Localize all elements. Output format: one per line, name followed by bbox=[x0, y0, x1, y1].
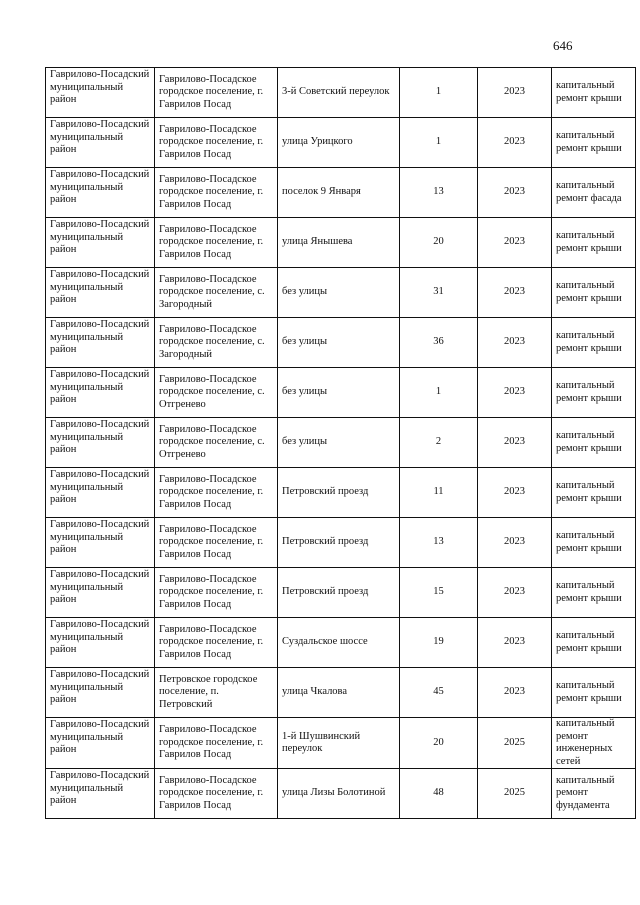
settlement-cell: Гаврилово-Посадское городское поселение, г. Гаврилов Посад bbox=[155, 618, 278, 668]
settlement-cell: Гаврилово-Посадское городское поселение, г. Гаврилов Посад bbox=[155, 518, 278, 568]
settlement-cell: Гаврилово-Посадское городское поселение, с. Загородный bbox=[155, 318, 278, 368]
work-type-cell: капитальный ремонт крыши bbox=[552, 118, 636, 168]
house-number-cell: 11 bbox=[400, 468, 478, 518]
settlement-cell: Гаврилово-Посадское городское поселение, с. Загородный bbox=[155, 268, 278, 318]
work-type-cell: капитальный ремонт инженерных сетей bbox=[552, 718, 636, 769]
district-cell: Гаврилово-Посадский муниципальный район bbox=[46, 718, 155, 769]
district-cell: Гаврилово-Посадский муниципальный район bbox=[46, 418, 155, 468]
year-cell: 2023 bbox=[478, 268, 552, 318]
street-cell: 1-й Шушвинский переулок bbox=[278, 718, 400, 769]
table-row bbox=[46, 118, 636, 168]
year-cell: 2023 bbox=[478, 568, 552, 618]
year-cell: 2025 bbox=[478, 718, 552, 769]
district-cell: Гаврилово-Посадский муниципальный район bbox=[46, 68, 155, 118]
table-row bbox=[46, 218, 636, 268]
settlement-cell: Гаврилово-Посадское городское поселение, г. Гаврилов Посад bbox=[155, 68, 278, 118]
house-number-cell: 13 bbox=[400, 168, 478, 218]
table-row bbox=[46, 518, 636, 568]
district-cell: Гаврилово-Посадский муниципальный район bbox=[46, 318, 155, 368]
settlement-cell: Гаврилово-Посадское городское поселение, г. Гаврилов Посад bbox=[155, 718, 278, 769]
settlement-cell: Гаврилово-Посадское городское поселение, г. Гаврилов Посад bbox=[155, 218, 278, 268]
table-row bbox=[46, 468, 636, 518]
settlement-cell: Гаврилово-Посадское городское поселение, г. Гаврилов Посад bbox=[155, 468, 278, 518]
work-type-cell: капитальный ремонт крыши bbox=[552, 468, 636, 518]
district-cell: Гаврилово-Посадский муниципальный район bbox=[46, 518, 155, 568]
street-cell: без улицы bbox=[278, 268, 400, 318]
street-cell: 3-й Советский переулок bbox=[278, 68, 400, 118]
year-cell: 2023 bbox=[478, 468, 552, 518]
district-cell: Гаврилово-Посадский муниципальный район bbox=[46, 268, 155, 318]
district-cell: Гаврилово-Посадский муниципальный район bbox=[46, 118, 155, 168]
house-number-cell: 19 bbox=[400, 618, 478, 668]
district-cell: Гаврилово-Посадский муниципальный район bbox=[46, 368, 155, 418]
district-cell: Гаврилово-Посадский муниципальный район bbox=[46, 568, 155, 618]
house-number-cell: 13 bbox=[400, 518, 478, 568]
district-cell: Гаврилово-Посадский муниципальный район bbox=[46, 468, 155, 518]
work-type-cell: капитальный ремонт крыши bbox=[552, 518, 636, 568]
year-cell: 2023 bbox=[478, 668, 552, 718]
year-cell: 2023 bbox=[478, 368, 552, 418]
settlement-cell: Гаврилово-Посадское городское поселение, с. Отгренево bbox=[155, 368, 278, 418]
district-cell: Гаврилово-Посадский муниципальный район bbox=[46, 168, 155, 218]
house-number-cell: 20 bbox=[400, 718, 478, 769]
work-type-cell: капитальный ремонт крыши bbox=[552, 418, 636, 468]
street-cell: без улицы bbox=[278, 418, 400, 468]
table-row bbox=[46, 68, 636, 118]
table-row bbox=[46, 368, 636, 418]
settlement-cell: Гаврилово-Посадское городское поселение, с. Отгренево bbox=[155, 418, 278, 468]
street-cell: поселок 9 Января bbox=[278, 168, 400, 218]
work-type-cell: капитальный ремонт крыши bbox=[552, 668, 636, 718]
street-cell: Суздальское шоссе bbox=[278, 618, 400, 668]
year-cell: 2023 bbox=[478, 318, 552, 368]
year-cell: 2023 bbox=[478, 618, 552, 668]
year-cell: 2023 bbox=[478, 118, 552, 168]
street-cell: Петровский проезд bbox=[278, 468, 400, 518]
street-cell: без улицы bbox=[278, 368, 400, 418]
street-cell: без улицы bbox=[278, 318, 400, 368]
year-cell: 2023 bbox=[478, 518, 552, 568]
street-cell: Петровский проезд bbox=[278, 568, 400, 618]
table-row bbox=[46, 268, 636, 318]
table-row bbox=[46, 168, 636, 218]
work-type-cell: капитальный ремонт крыши bbox=[552, 218, 636, 268]
house-number-cell: 1 bbox=[400, 368, 478, 418]
street-cell: Петровский проезд bbox=[278, 518, 400, 568]
work-type-cell: капитальный ремонт крыши bbox=[552, 68, 636, 118]
house-number-cell: 45 bbox=[400, 668, 478, 718]
work-type-cell: капитальный ремонт крыши bbox=[552, 368, 636, 418]
work-type-cell: капитальный ремонт крыши bbox=[552, 568, 636, 618]
table-body bbox=[46, 68, 636, 819]
table-row bbox=[46, 568, 636, 618]
work-type-cell: капитальный ремонт крыши bbox=[552, 318, 636, 368]
year-cell: 2023 bbox=[478, 218, 552, 268]
house-number-cell: 2 bbox=[400, 418, 478, 468]
table-row bbox=[46, 769, 636, 819]
street-cell: улица Чкалова bbox=[278, 668, 400, 718]
work-type-cell: капитальный ремонт крыши bbox=[552, 268, 636, 318]
table-row bbox=[46, 618, 636, 668]
district-cell: Гаврилово-Посадский муниципальный район bbox=[46, 618, 155, 668]
page-number: 646 bbox=[553, 38, 573, 53]
house-number-cell: 48 bbox=[400, 769, 478, 819]
year-cell: 2023 bbox=[478, 68, 552, 118]
year-cell: 2023 bbox=[478, 168, 552, 218]
settlement-cell: Гаврилово-Посадское городское поселение, г. Гаврилов Посад bbox=[155, 769, 278, 819]
house-number-cell: 1 bbox=[400, 68, 478, 118]
house-number-cell: 20 bbox=[400, 218, 478, 268]
settlement-cell: Гаврилово-Посадское городское поселение, г. Гаврилов Посад bbox=[155, 168, 278, 218]
house-number-cell: 15 bbox=[400, 568, 478, 618]
repair-schedule-table bbox=[45, 67, 636, 819]
year-cell: 2023 bbox=[478, 418, 552, 468]
work-type-cell: капитальный ремонт крыши bbox=[552, 618, 636, 668]
house-number-cell: 36 bbox=[400, 318, 478, 368]
settlement-cell: Гаврилово-Посадское городское поселение, г. Гаврилов Посад bbox=[155, 118, 278, 168]
house-number-cell: 31 bbox=[400, 268, 478, 318]
district-cell: Гаврилово-Посадский муниципальный район bbox=[46, 218, 155, 268]
street-cell: улица Урицкого bbox=[278, 118, 400, 168]
settlement-cell: Петровское городское поселение, п. Петровский bbox=[155, 668, 278, 718]
settlement-cell: Гаврилово-Посадское городское поселение, г. Гаврилов Посад bbox=[155, 568, 278, 618]
table-row bbox=[46, 668, 636, 718]
street-cell: улица Янышева bbox=[278, 218, 400, 268]
table-row bbox=[46, 418, 636, 468]
house-number-cell: 1 bbox=[400, 118, 478, 168]
district-cell: Гаврилово-Посадский муниципальный район bbox=[46, 769, 155, 819]
street-cell: улица Лизы Болотиной bbox=[278, 769, 400, 819]
work-type-cell: капитальный ремонт фасада bbox=[552, 168, 636, 218]
year-cell: 2025 bbox=[478, 769, 552, 819]
table-row bbox=[46, 318, 636, 368]
district-cell: Гаврилово-Посадский муниципальный район bbox=[46, 668, 155, 718]
work-type-cell: капитальный ремонт фундамента bbox=[552, 769, 636, 819]
table-row bbox=[46, 718, 636, 769]
